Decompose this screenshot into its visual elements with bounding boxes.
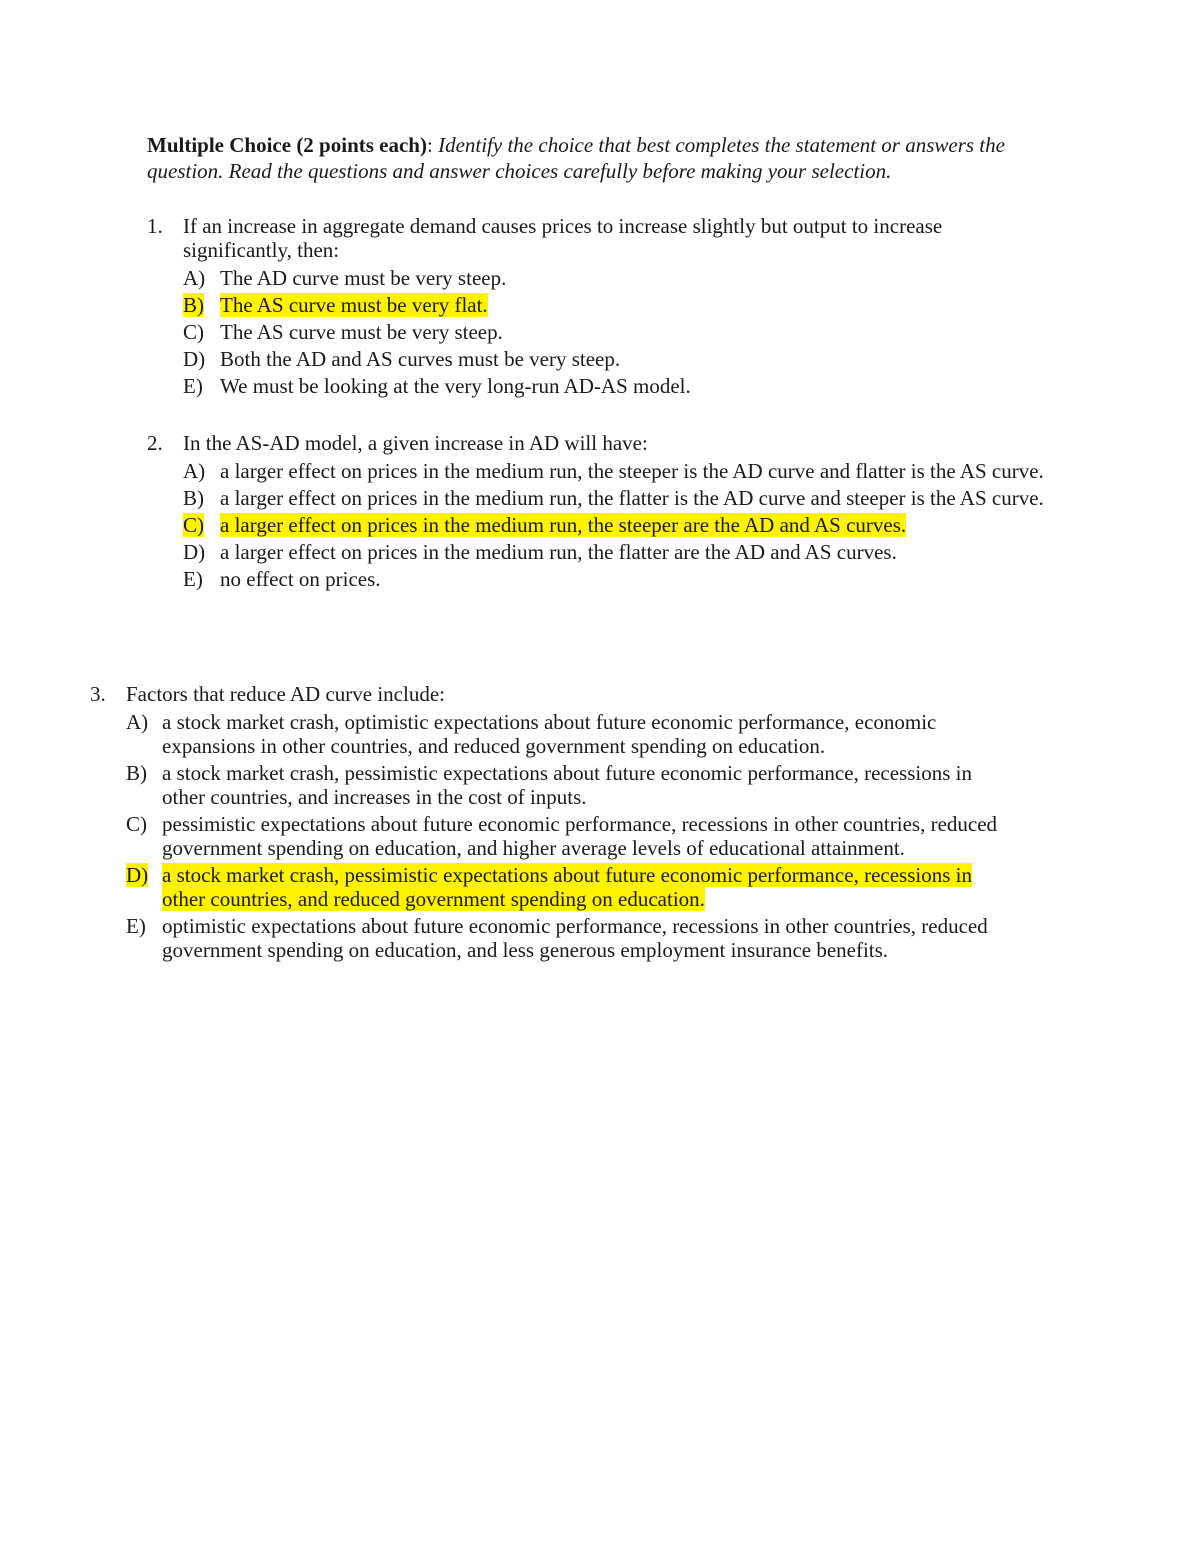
question-text: If an increase in aggregate demand causes prices to increase slightly but output to increase significantly, then:	[183, 214, 943, 262]
choice-letter: D)	[126, 863, 149, 887]
question-number: 1.	[147, 214, 163, 238]
choice-text: Both the AD and AS curves must be very steep.	[220, 347, 621, 371]
choice-text: no effect on prices.	[220, 567, 381, 591]
question-1	[147, 214, 1047, 398]
choice-text: a stock market crash, optimistic expectations about future economic performance, economic expansions in other countries, and reduced government spending on education.	[162, 710, 937, 758]
choice-a	[126, 710, 1020, 758]
choice-text: The AS curve must be very steep.	[220, 320, 503, 344]
choice-list	[183, 459, 1057, 591]
choice-c-highlighted	[183, 513, 1057, 537]
choice-letter: D)	[183, 347, 206, 371]
instructions-paragraph	[147, 132, 1077, 184]
choice-e	[126, 914, 1020, 962]
choice-b	[126, 761, 1020, 809]
choice-b	[183, 486, 1057, 510]
choice-a	[183, 459, 1057, 483]
choice-letter: A)	[183, 266, 206, 290]
choice-e	[183, 374, 1047, 398]
choice-text: a larger effect on prices in the medium run, the steeper is the AD curve and flatter is the AS curve.	[220, 459, 1044, 483]
choice-letter: B)	[183, 486, 204, 510]
instructions-colon: :	[426, 133, 439, 157]
question-3	[90, 682, 1020, 962]
choice-letter: A)	[183, 459, 206, 483]
question-number: 2.	[147, 431, 163, 455]
choice-letter: C)	[126, 812, 147, 836]
choice-letter: E)	[183, 374, 203, 398]
question-2	[147, 431, 1057, 591]
instructions-heading: Multiple Choice (2 points each)	[147, 133, 427, 157]
question-stem	[147, 431, 1057, 455]
choice-letter: A)	[126, 710, 149, 734]
instructions-text: Identify the choice that best completes the statement or answers the question. Read the questions and answer choices carefully before making your selection.	[147, 133, 1005, 183]
choice-text: a larger effect on prices in the medium run, the steeper are the AD and AS curves.	[220, 513, 907, 537]
choice-text: a larger effect on prices in the medium run, the flatter is the AD curve and steeper is the AS curve.	[220, 486, 1044, 510]
choice-list	[183, 266, 1047, 398]
choice-letter: B)	[183, 293, 204, 317]
choice-d	[183, 540, 1057, 564]
choice-letter: B)	[126, 761, 147, 785]
choice-text: The AD curve must be very steep.	[220, 266, 507, 290]
question-stem	[147, 214, 1047, 262]
question-text: Factors that reduce AD curve include:	[126, 682, 445, 706]
choice-letter: C)	[183, 513, 204, 537]
choice-d	[183, 347, 1047, 371]
choice-c	[183, 320, 1047, 344]
choice-text: a larger effect on prices in the medium run, the flatter are the AD and AS curves.	[220, 540, 897, 564]
question-number: 3.	[90, 682, 106, 706]
question-text: In the AS-AD model, a given increase in AD will have:	[183, 431, 648, 455]
choice-text: pessimistic expectations about future economic performance, recessions in other countries, reduced government spending on education, and higher average levels of educational attainment.	[162, 812, 998, 860]
choice-e	[183, 567, 1057, 591]
choice-text: The AS curve must be very flat.	[220, 293, 488, 317]
choice-text: a stock market crash, pessimistic expectations about future economic performance, recessions in other countries, and reduced government spending on education.	[162, 863, 972, 911]
choice-b-highlighted	[183, 293, 1047, 317]
choice-text: We must be looking at the very long-run AD-AS model.	[220, 374, 691, 398]
choice-text: optimistic expectations about future economic performance, recessions in other countries, reduced government spending on education, and less generous employment insurance benefits.	[162, 914, 988, 962]
choice-c	[126, 812, 1020, 860]
question-stem	[90, 682, 1020, 706]
choice-a	[183, 266, 1047, 290]
choice-letter: D)	[183, 540, 206, 564]
choice-letter: E)	[183, 567, 203, 591]
choice-letter: C)	[183, 320, 204, 344]
choice-d-highlighted	[126, 863, 1020, 911]
choice-letter: E)	[126, 914, 146, 938]
choice-list	[126, 710, 1020, 962]
choice-text: a stock market crash, pessimistic expectations about future economic performance, recessions in other countries, and increases in the cost of inputs.	[162, 761, 972, 809]
